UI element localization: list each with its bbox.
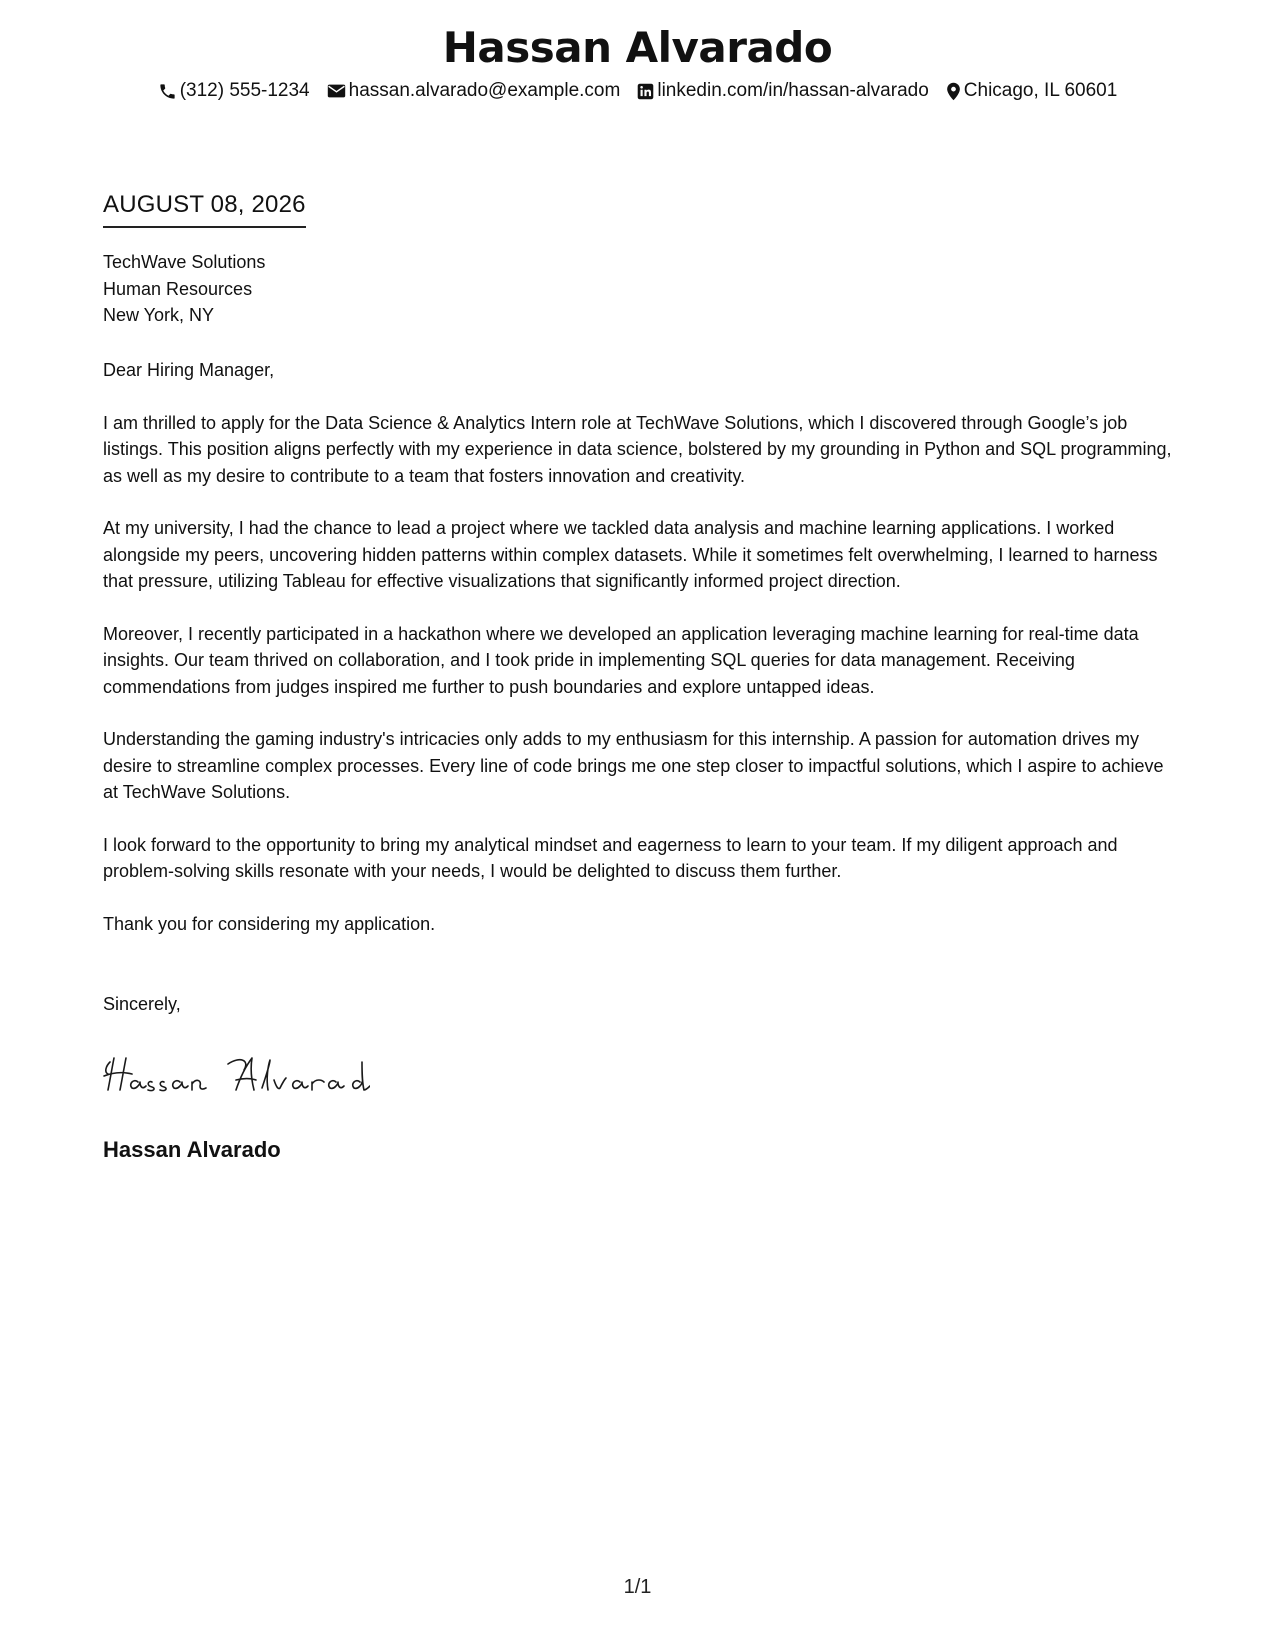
recipient-block [103,249,265,329]
salutation: Dear Hiring Manager, [103,360,275,380]
contact-bar [0,78,1275,104]
location-text: Chicago, IL 60601 [963,80,1118,101]
body-paragraph: Moreover, I recently participated in a hackathon where we developed an application leveraging machine learning for real-time data insights. Our team thrived on collaboration, and I took pride in implementing SQL queries for data management. Receiving commendations from judges inspired me further to push boundaries and explore untapped ideas. [103,623,1139,697]
handwritten-signature [100,1052,370,1103]
body-paragraph: Understanding the gaming industry's intricacies only adds to my enthusiasm for this internship. A passion for automation drives my desire to streamline complex processes. Every line of code brings me one step closer to impactful solutions, which I aspire to achieve at TechWave Solutions. [103,729,1164,802]
contact-phone [158,78,310,104]
page-number: 1/1 [623,1576,652,1598]
body-paragraph: I look forward to the opportunity to bring my analytical mindset and eagerness to learn to your team. If my diligent approach and problem-solving skills resonate with your needs, I would be delighted to discuss them further. [103,834,1118,881]
recipient-location: New York, NY [103,305,215,325]
letter-date: AUGUST 08, 2026 [103,190,306,228]
envelope-icon [327,83,346,99]
phone-icon [158,82,177,101]
recipient-department: Human Resources [103,278,253,299]
applicant-name: Hassan Alvarado [442,23,833,72]
signer-name: Hassan Alvarado [103,1137,281,1162]
body-paragraph: At my university, I had the chance to lead a project where we tackled data analysis and machine learning applications. I worked alongside my peers, uncovering hidden patterns within complex datasets. While it sometimes felt overwhelming, I learned to harness that pressure, utilizing Tableau for effective visualizations that significantly informed project direction. [103,518,1158,591]
letter-body [103,357,1183,963]
email-text: hassan.alvarado@example.com [348,80,621,101]
contact-email [327,78,621,104]
body-paragraph: Thank you for considering my application. [103,913,436,934]
phone-text: (312) 555-1234 [179,80,310,101]
map-pin-icon [946,82,961,101]
linkedin-icon [637,83,654,100]
body-paragraph: I am thrilled to apply for the Data Science & Analytics Intern role at TechWave Solutions, which I discovered through Google’s job listings. This position aligns perfectly with my experience in data science, bolstered by my grounding in Python and SQL programming, as well as my desire to contribute to a team that fosters innovation and creativity. [103,412,1172,486]
closing: Sincerely, [103,994,181,1014]
contact-location [946,78,1118,104]
recipient-company: TechWave Solutions [103,252,266,272]
linkedin-text: linkedin.com/in/hassan-alvarado [657,80,929,101]
contact-linkedin [637,78,928,104]
